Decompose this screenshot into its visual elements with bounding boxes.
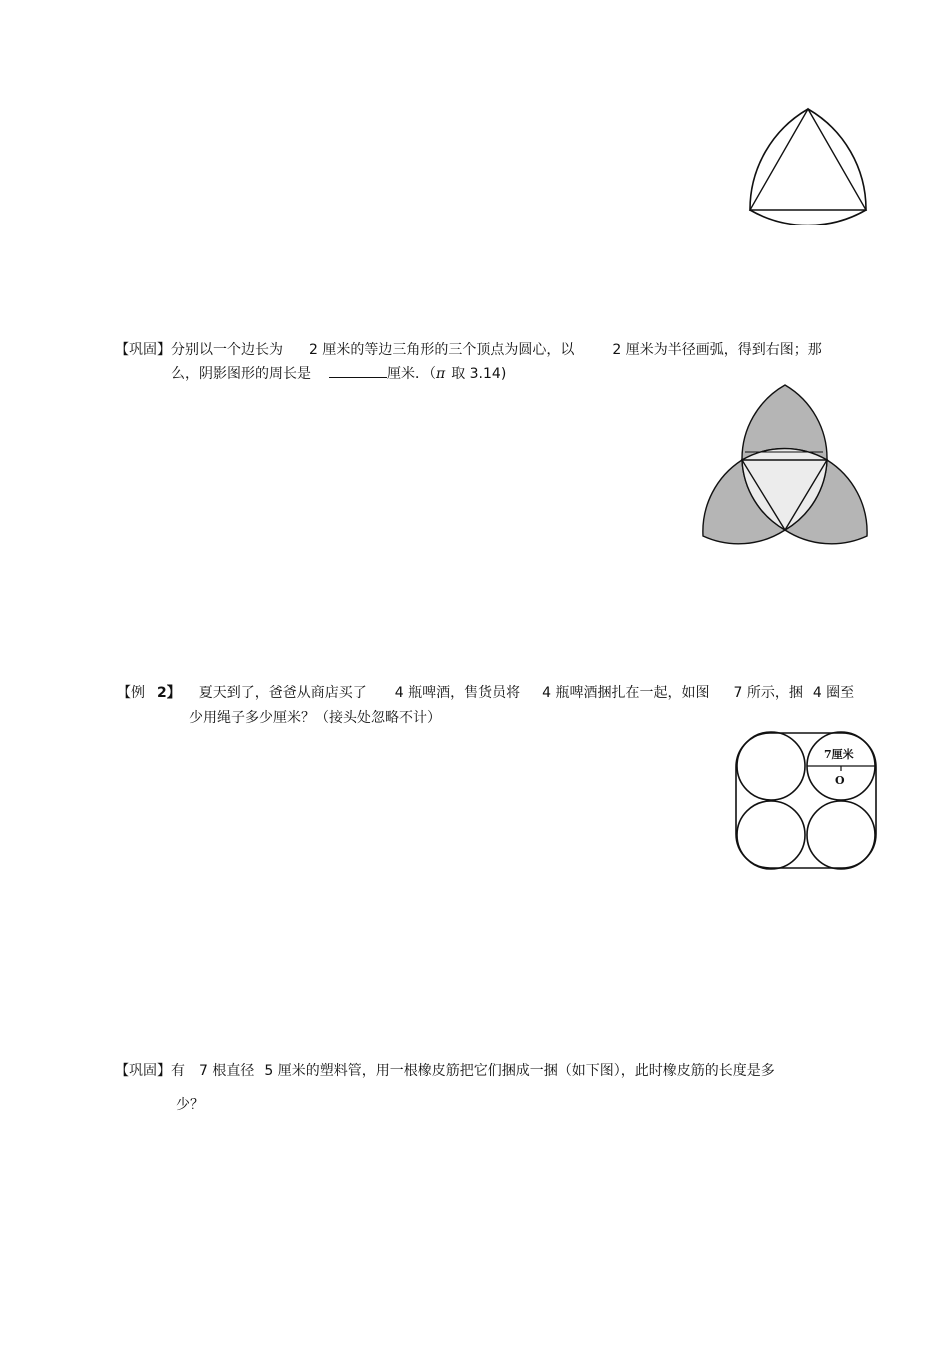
text-segment: 有 — [171, 1063, 185, 1079]
problem-1-line-1 — [115, 341, 822, 359]
problem-tag: 【巩固】 — [115, 1063, 171, 1079]
reuleaux-triangle-figure — [740, 100, 875, 225]
problem-2-line-2 — [176, 1096, 204, 1114]
diameter-label: 7厘米 — [824, 748, 854, 761]
example-number: 2】 — [157, 685, 181, 701]
inner-triangle — [750, 109, 866, 210]
example-2-line-1 — [117, 684, 854, 702]
three-petal-figure — [695, 380, 875, 550]
text-segment: 4 瓶啤酒，售货员将 — [394, 685, 521, 701]
bottle-top-left — [737, 732, 805, 800]
text-segment: 分别以一个边长为 — [171, 342, 283, 358]
rope-outline — [736, 733, 876, 868]
problem-1-line-2 — [171, 365, 506, 383]
text-segment: 7 所示，捆 — [733, 685, 803, 701]
text-segment: 少？ — [176, 1097, 204, 1113]
text-segment: 取 3.14) — [451, 366, 507, 382]
pi-symbol: π — [436, 366, 446, 382]
reuleaux-outline — [750, 109, 866, 225]
problem-2-line-1 — [115, 1062, 775, 1080]
text-segment: 厘米．（ — [387, 366, 436, 382]
example-2-line-2 — [189, 709, 441, 727]
example-tag: 【例 — [117, 685, 145, 701]
bottle-bottom-right — [807, 801, 875, 869]
problem-tag: 【巩固】 — [115, 342, 171, 358]
center-label: O — [835, 774, 845, 787]
four-bottles-figure — [730, 728, 882, 874]
text-segment: 么，阴影图形的周长是 — [171, 366, 311, 382]
text-segment: 4 瓶啤酒捆扎在一起，如图 — [542, 685, 710, 701]
text-segment: 7 根直径 — [199, 1063, 255, 1079]
text-segment: 2 厘米的等边三角形的三个顶点为圆心，以 — [309, 342, 575, 358]
text-segment: 少用绳子多少厘米？（接头处忽略不计） — [189, 710, 441, 726]
bottle-bottom-left — [737, 801, 805, 869]
text-segment: 4 圈至 — [812, 685, 855, 701]
text-segment: 2 厘米为半径画弧，得到右图；那 — [612, 342, 822, 358]
text-segment: 5 厘米的塑料管，用一根橡皮筋把它们捆成一捆（如下图），此时橡皮筋的长度是多 — [264, 1063, 775, 1079]
text-segment: 夏天到了，爸爸从商店买了 — [198, 685, 367, 701]
answer-blank[interactable] — [329, 365, 387, 378]
